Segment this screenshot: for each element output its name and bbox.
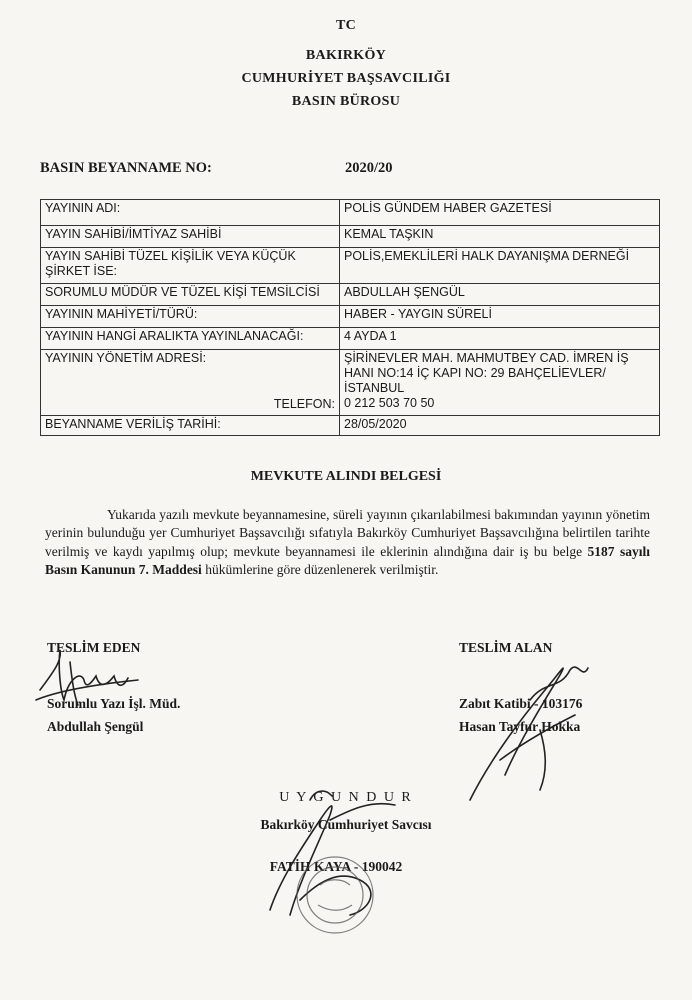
receipt-body xyxy=(45,506,650,579)
approval-name: FATİH KAYA - 190042 xyxy=(269,859,403,874)
table-row xyxy=(41,416,660,436)
phone-label: TELEFON: xyxy=(273,397,335,411)
deliverer-title: Sorumlu Yazı İşl. Müd. xyxy=(47,696,181,711)
address-value-cell xyxy=(340,350,660,416)
deliverer-heading: TESLİM EDEN xyxy=(47,640,141,655)
address-value: ŞİRİNEVLER MAH. MAHMUTBEY CAD. İMREN İŞ HANI NO:14 İÇ KAPI NO: 29 BAHÇELİEVLER/İSTANBUL xyxy=(344,351,629,395)
row-value: 4 AYDA 1 xyxy=(340,328,660,350)
header-line-3: CUMHURİYET BAŞSAVCILIĞI xyxy=(241,71,451,86)
approver-signature-icon xyxy=(270,791,395,915)
row-label: YAYININ HANGİ ARALIKTA YAYINLANACAĞI: xyxy=(41,328,340,350)
receipt-title: MEVKUTE ALINDI BELGESİ xyxy=(250,469,442,484)
row-label: YAYIN SAHİBİ TÜZEL KİŞİLİK VEYA KÜÇÜK ŞİRKET İSE: xyxy=(41,248,340,284)
row-label: YAYININ ADI: xyxy=(41,200,340,226)
row-label: SORUMLU MÜDÜR VE TÜZEL KİŞİ TEMSİLCİSİ xyxy=(41,284,340,306)
publication-info-table xyxy=(40,199,660,436)
address-label-cell xyxy=(41,350,340,416)
row-value: ABDULLAH ŞENGÜL xyxy=(340,284,660,306)
row-label: BEYANNAME VERİLİŞ TARİHİ: xyxy=(41,416,340,436)
approval-title: Bakırköy Cumhuriyet Savcısı xyxy=(260,817,432,832)
receiver-name: Hasan Tayfur Hokka xyxy=(459,719,581,734)
header-line-2: BAKIRKÖY xyxy=(305,48,387,63)
header-line-1: TC xyxy=(335,18,357,33)
deliverer-name: Abdullah Şengül xyxy=(47,719,144,734)
row-value: HABER - YAYGIN SÜRELİ xyxy=(340,306,660,328)
declaration-label: BASIN BEYANNAME NO: xyxy=(40,160,212,176)
table-row xyxy=(41,226,660,248)
table-row xyxy=(41,328,660,350)
row-label: YAYININ MAHİYETİ/TÜRÜ: xyxy=(41,306,340,328)
declaration-number: 2020/20 xyxy=(345,160,393,176)
row-label: YAYIN SAHİBİ/İMTİYAZ SAHİBİ xyxy=(41,226,340,248)
receiver-heading: TESLİM ALAN xyxy=(459,640,553,655)
phone-value: 0 212 503 70 50 xyxy=(344,396,435,410)
table-row xyxy=(41,200,660,226)
header-line-4: BASIN BÜROSU xyxy=(291,94,401,109)
row-value: KEMAL TAŞKIN xyxy=(340,226,660,248)
address-label: YAYININ YÖNETİM ADRESİ: xyxy=(45,351,207,365)
row-value: POLİS GÜNDEM HABER GAZETESİ xyxy=(340,200,660,226)
law-reference: 5187 sayılı Basın Kanunun 7. Maddesi xyxy=(45,543,650,577)
receipt-body-end: hükümlerine göre düzenlenerek verilmiştir. xyxy=(201,561,439,577)
approval-heading: U Y G U N D U R xyxy=(279,790,413,805)
table-row xyxy=(41,306,660,328)
row-value: POLİS,EMEKLİLERİ HALK DAYANIŞMA DERNEĞİ xyxy=(340,248,660,284)
table-row xyxy=(41,284,660,306)
table-row xyxy=(41,350,660,416)
table-row xyxy=(41,248,660,284)
receiver-title: Zabıt Katibi - 103176 xyxy=(459,696,583,711)
row-value: 28/05/2020 xyxy=(340,416,660,436)
receipt-body-text: Yukarıda yazılı mevkute beyannamesine, süreli yayının çıkarılabilmesi bakımından yayının yönetim yerinin bulunduğu yer Cumhuriyet Başsavcılığı sıfatıyla Bakırköy Cumhuriyet Başsavcılığına belirtilen tarihte verilmiş ve kaydı yapılmış olup; mevkute beyannamesi ile eklerinin alındığına dair iş bu belge xyxy=(45,507,650,559)
